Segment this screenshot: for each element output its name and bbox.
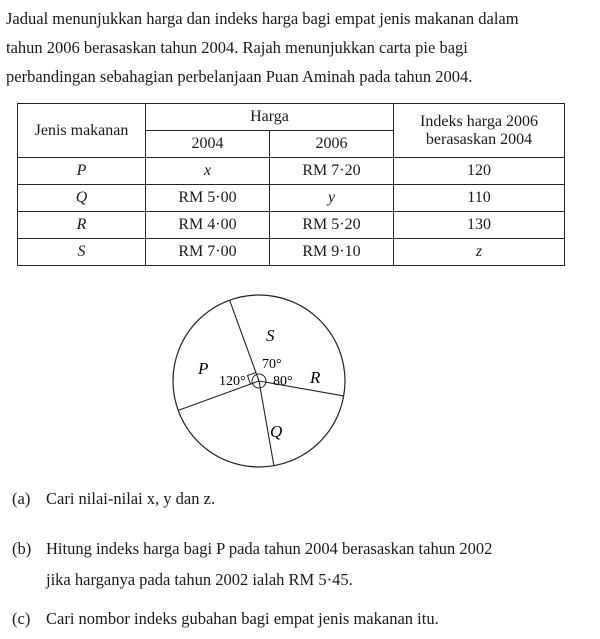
cell-price-2004: RM 7·00 (146, 239, 270, 266)
question-b-label: (b) (12, 539, 32, 558)
cell-price-2006: RM 5·20 (270, 212, 394, 239)
cell-price-2006: y (270, 185, 394, 212)
intro-line-3: perbandingan sebahagian perbelanjaan Puan Aminah pada tahun 2004. (6, 67, 473, 86)
header-harga: Harga (146, 104, 394, 131)
pie-label-r: R (310, 368, 321, 387)
pie-boundary-line (230, 300, 259, 381)
question-b-line-1: Hitung indeks harga bagi P pada tahun 2004 berasaskan tahun 2002 (46, 539, 493, 558)
pie-label-p: P (198, 359, 209, 378)
cell-price-2004: RM 5·00 (146, 185, 270, 212)
question-c-text: Cari nombor indeks gubahan bagi empat jenis makanan itu. (46, 609, 439, 628)
intro-line-2: tahun 2006 berasaskan tahun 2004. Rajah menunjukkan carta pie bagi (6, 38, 468, 57)
cell-price-2006: RM 9·10 (270, 239, 394, 266)
pie-label-s: S (266, 326, 275, 345)
cell-index: 120 (394, 158, 565, 185)
pie-boundary-line (259, 381, 344, 396)
cell-price-2004: x (146, 158, 270, 185)
header-2004: 2004 (146, 131, 270, 158)
cell-index: 110 (394, 185, 565, 212)
question-c-label: (c) (12, 609, 31, 628)
cell-item: R (18, 212, 146, 239)
question-a-text: Cari nilai-nilai x, y dan z. (46, 489, 216, 508)
pie-angle-s: 70° (262, 357, 282, 372)
cell-index: 130 (394, 212, 565, 239)
header-indeks-line-1: Indeks harga 2006 (420, 112, 538, 130)
pie-label-q: Q (270, 422, 283, 441)
question-b-line-2: jika harganya pada tahun 2002 ialah RM 5·45. (46, 570, 353, 589)
cell-index: z (394, 239, 565, 266)
pie-angle-p: 120° (219, 374, 246, 389)
cell-item: P (18, 158, 146, 185)
question-a-label: (a) (12, 489, 31, 508)
cell-item: Q (18, 185, 146, 212)
cell-item: S (18, 239, 146, 266)
header-indeks-line-2: berasaskan 2004 (425, 130, 533, 148)
header-jenis-makanan: Jenis makanan (18, 104, 146, 158)
cell-price-2004: RM 4·00 (146, 212, 270, 239)
intro-line-1: Jadual menunjukkan harga dan indeks harga bagi empat jenis makanan dalam (6, 9, 519, 28)
header-2006: 2006 (270, 131, 394, 158)
cell-price-2006: RM 7·20 (270, 158, 394, 185)
pie-angle-r: 80° (273, 374, 293, 389)
